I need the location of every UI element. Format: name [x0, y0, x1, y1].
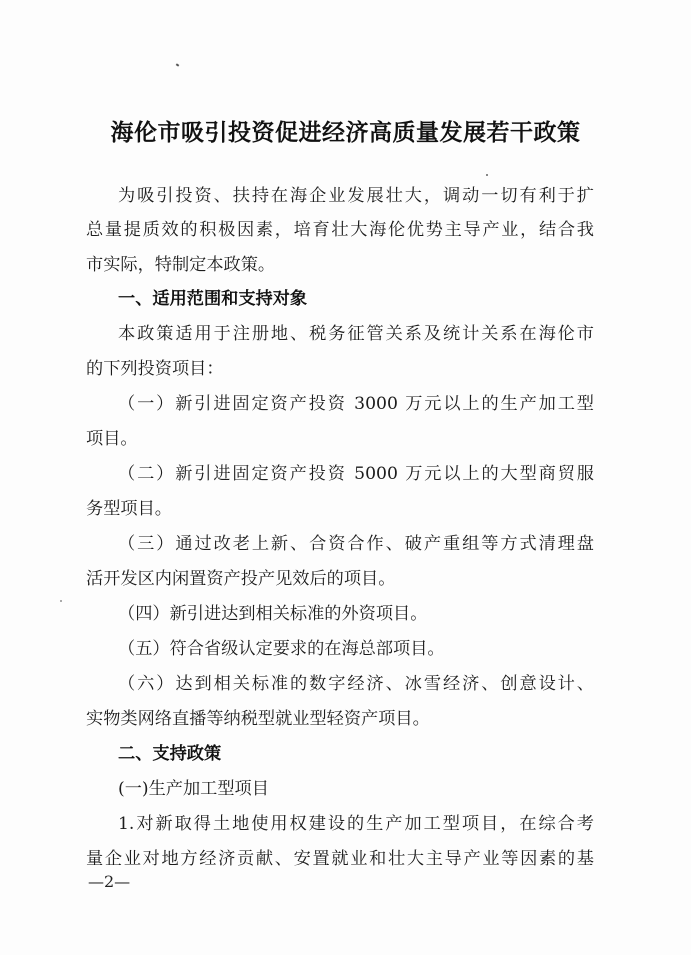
- scan-speck: [60, 600, 62, 602]
- list-item-line: （三）通过改老上新、合资合作、破产重组等方式清理盘: [118, 534, 594, 554]
- body-line: 本政策适用于注册地、税务征管关系及统计关系在海伦市: [118, 324, 594, 344]
- intro-line: 为吸引投资、扶持在海企业发展壮大，调动一切有利于扩: [118, 186, 594, 206]
- section-heading: 一、适用范围和支持对象: [118, 289, 308, 309]
- intro-line: 总量提质效的积极因素，培育壮大海伦优势主导产业，结合我: [86, 220, 594, 240]
- scan-speck: [176, 63, 180, 66]
- list-item-line: （二）新引进固定资产投资 5000 万元以上的大型商贸服: [118, 464, 594, 484]
- body-line: 1.对新取得土地使用权建设的生产加工型项目，在综合考: [118, 814, 594, 834]
- body-line: 量企业对地方经济贡献、安置就业和壮大主导产业等因素的基: [86, 849, 594, 869]
- section-heading: 二、支持政策: [118, 744, 222, 764]
- subsection-heading: (一)生产加工型项目: [118, 779, 269, 799]
- list-item-line: 活开发区内闲置资产投产见效后的项目。: [86, 569, 396, 589]
- list-item-line: 项目。: [86, 429, 138, 449]
- list-item-line: （四）新引进达到相关标准的外资项目。: [118, 604, 428, 624]
- list-item-line: （五）符合省级认定要求的在海总部项目。: [118, 639, 445, 659]
- list-item-line: 务型项目。: [86, 499, 172, 519]
- document-title: 海伦市吸引投资促进经济高质量发展若干政策: [110, 119, 581, 146]
- body-line: 的下列投资项目：: [86, 359, 224, 379]
- list-item-line: 实物类网络直播等纳税型就业型轻资产项目。: [86, 709, 430, 729]
- list-item-line: （六）达到相关标准的数字经济、冰雪经济、创意设计、: [118, 674, 594, 694]
- list-item-line: （一）新引进固定资产投资 3000 万元以上的生产加工型: [118, 394, 594, 414]
- scan-speck: [486, 174, 488, 176]
- intro-line: 市实际，特制定本政策。: [86, 255, 276, 275]
- page-number: —2—: [88, 872, 131, 891]
